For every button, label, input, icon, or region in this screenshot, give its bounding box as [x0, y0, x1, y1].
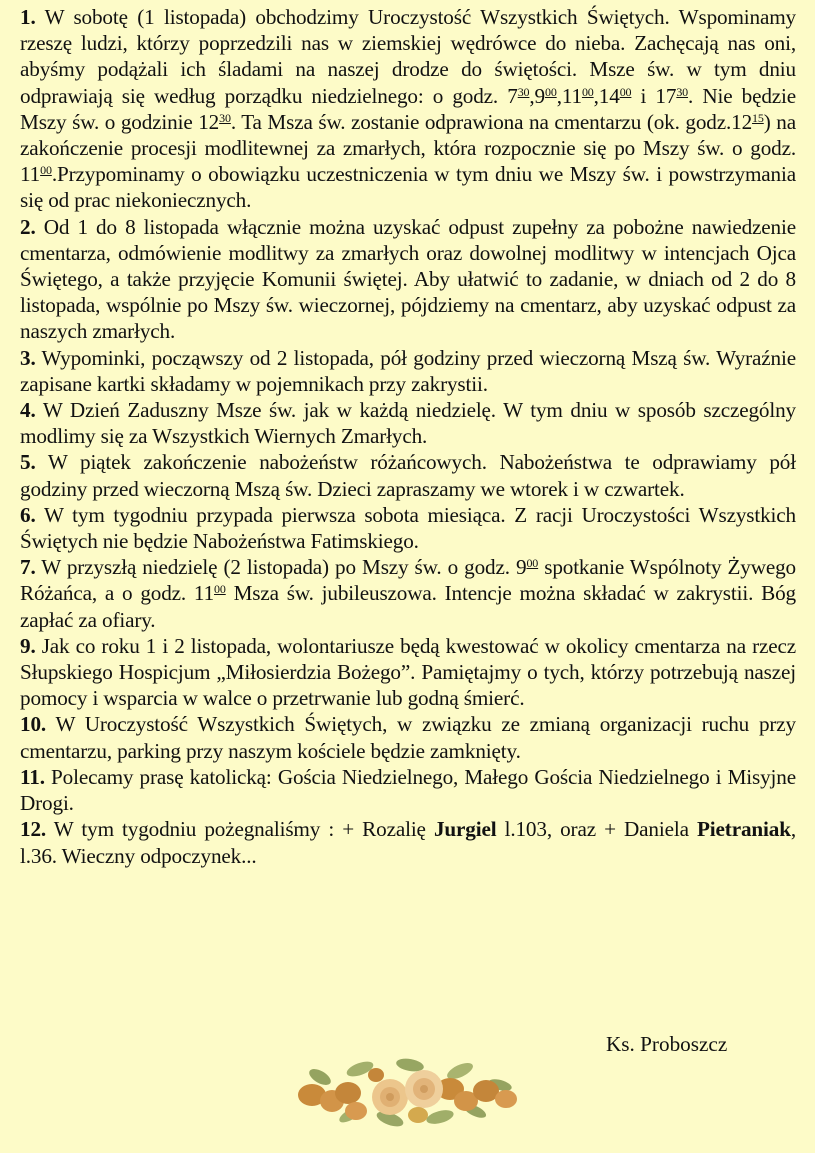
announcement-text: W tym tygodniu pożegnaliśmy : + Rozalię: [46, 817, 434, 842]
announcement-item: [20, 4, 796, 214]
announcement-text: spotkanie Wspólnoty Żywego Różańca, a o godz. 11: [20, 555, 797, 606]
rose-garland-icon: [290, 1055, 530, 1135]
announcement-number: 6.: [20, 502, 36, 527]
announcement-text: ) na zakończenie procesji modlitewnej za zmarłych, która rozpocznie się po Mszy św. o godz. 11: [20, 109, 796, 187]
announcement-text: W tym tygodniu przypada pierwsza sobota miesiąca. Z racji Uroczystości Wszystkich Świętych nie będzie Nabożeństwa Fatimskiego.: [20, 502, 796, 554]
announcement-text: Od 1 do 8 listopada włącznie można uzyskać odpust zupełny za pobożne nawiedzenie cmentarza, odmówienie modlitwy za zmarłych oraz dowolnej modlitwy w intencjach Ojca Świętego, a także przyjęcie Komunii świętej. Aby ułatwić to zadanie, w dniach od 2 do 8 listopada, wspólnie po Mszy św. wieczornej, pójdziemy na cmentarz, aby uzyskać odpust za naszych zmarłych.: [20, 214, 796, 344]
announcement-number: 11.: [20, 764, 45, 789]
announcement-text: ,11: [556, 83, 582, 108]
time-minutes-superscript: 00: [526, 556, 539, 571]
announcements-list: [20, 4, 796, 869]
announcement-number: 4.: [20, 398, 36, 423]
announcement-item: [20, 764, 796, 816]
time-minutes-superscript: 15: [752, 110, 764, 125]
announcement-text: . Ta Msza św. zostanie odprawiona na cmentarzu (ok. godz.12: [230, 109, 753, 134]
announcement-item: [20, 397, 796, 449]
announcement-text: Jak co roku 1 i 2 listopada, wolontariusze będą kwestować w okolicy cmentarza na rzecz Słupskiego Hospicjum „Miłosierdzia Bożego”. Pamiętajmy o tych, którzy potrzebują naszej pomocy i wsparcia w walce o przetrwanie lub godną śmierć.: [20, 633, 796, 711]
announcement-number: 3.: [20, 345, 36, 370]
announcement-item: [20, 816, 796, 868]
announcement-number: 1.: [20, 5, 36, 29]
time-minutes-superscript: 00: [40, 163, 52, 178]
announcement-text: ,9: [529, 83, 545, 108]
signature: Ks. Proboszcz: [606, 1032, 728, 1056]
time-minutes-superscript: 00: [619, 84, 632, 99]
time-minutes-superscript: 00: [544, 84, 557, 99]
time-minutes-superscript: 00: [214, 582, 226, 597]
announcement-number: 9.: [20, 633, 36, 658]
announcement-text: .Przypominamy o obowiązku uczestniczenia w tym dniu we Mszy św. i powstrzymania się od prac niekoniecznych.: [20, 162, 796, 213]
announcement-item: [20, 554, 796, 633]
announcement-text: . Nie będzie Mszy św. o godzinie 12: [20, 83, 797, 134]
time-minutes-superscript: 30: [219, 110, 231, 125]
announcement-text: Wypominki, począwszy od 2 listopada, pół godziny przed wieczorną Mszą św. Wyraźnie zapisane kartki składamy w pojemnikach przy zakrystii.: [20, 345, 796, 396]
announcement-text: W przyszłą niedzielę (2 listopada) po Mszy św. o godz. 9: [35, 555, 527, 580]
announcement-text: l.103, oraz + Daniela: [496, 817, 697, 842]
announcement-text: W Uroczystość Wszystkich Świętych, w związku ze zmianą organizacji ruchu przy cmentarzu, parking przy naszym kościele będzie zamknięty.: [20, 712, 796, 763]
deceased-surname: Jurgiel: [433, 817, 497, 842]
announcement-text: Msza św. jubileuszowa. Intencje można składać w zakrystii. Bóg zapłać za ofiary.: [20, 581, 796, 632]
announcement-item: [20, 214, 796, 345]
announcement-item: [20, 711, 796, 763]
announcement-item: [20, 449, 796, 501]
announcement-text: , l.36. Wieczny odpoczynek...: [20, 817, 796, 868]
announcement-text: ,14: [593, 83, 620, 108]
time-minutes-superscript: 30: [676, 84, 689, 99]
announcement-item: [20, 502, 796, 554]
deceased-surname: Pietraniak: [697, 817, 791, 842]
announcement-item: [20, 633, 796, 712]
announcement-text: W Dzień Zaduszny Msze św. jak w każdą niedzielę. W tym dniu w sposób szczególny modlimy się za Wszystkich Wiernych Zmarłych.: [20, 398, 796, 449]
announcement-number: 7.: [20, 555, 36, 580]
announcement-text: i 17: [631, 83, 677, 108]
announcement-number: 10.: [20, 712, 47, 737]
announcement-item: [20, 345, 796, 397]
announcement-number: 12.: [20, 817, 47, 842]
time-minutes-superscript: 30: [517, 84, 530, 99]
announcement-text: Polecamy prasę katolicką: Gościa Niedzielnego, Małego Gościa Niedzielnego i Misyjne Drogi.: [20, 764, 796, 816]
time-minutes-superscript: 00: [581, 84, 594, 99]
announcement-text: W piątek zakończenie nabożeństw różańcowych. Nabożeństwa te odprawiamy pół godziny przed wieczorną Mszą św. Dzieci zapraszamy we wtorek i w czwartek.: [20, 450, 796, 501]
announcement-number: 2.: [20, 214, 36, 239]
announcement-number: 5.: [20, 450, 36, 475]
announcement-text: W sobotę (1 listopada) obchodzimy Uroczystość Wszystkich Świętych. Wspominamy rzeszę ludzi, którzy poprzedzili nas w ziemskiej wędrówce do nieba. Zachęcają nas oni, abyśmy podążali ich śladami na naszej drodze do świętości. Msze św. w tym dniu odprawiają się według porządku niedzielnego: o godz. 7: [20, 5, 796, 108]
